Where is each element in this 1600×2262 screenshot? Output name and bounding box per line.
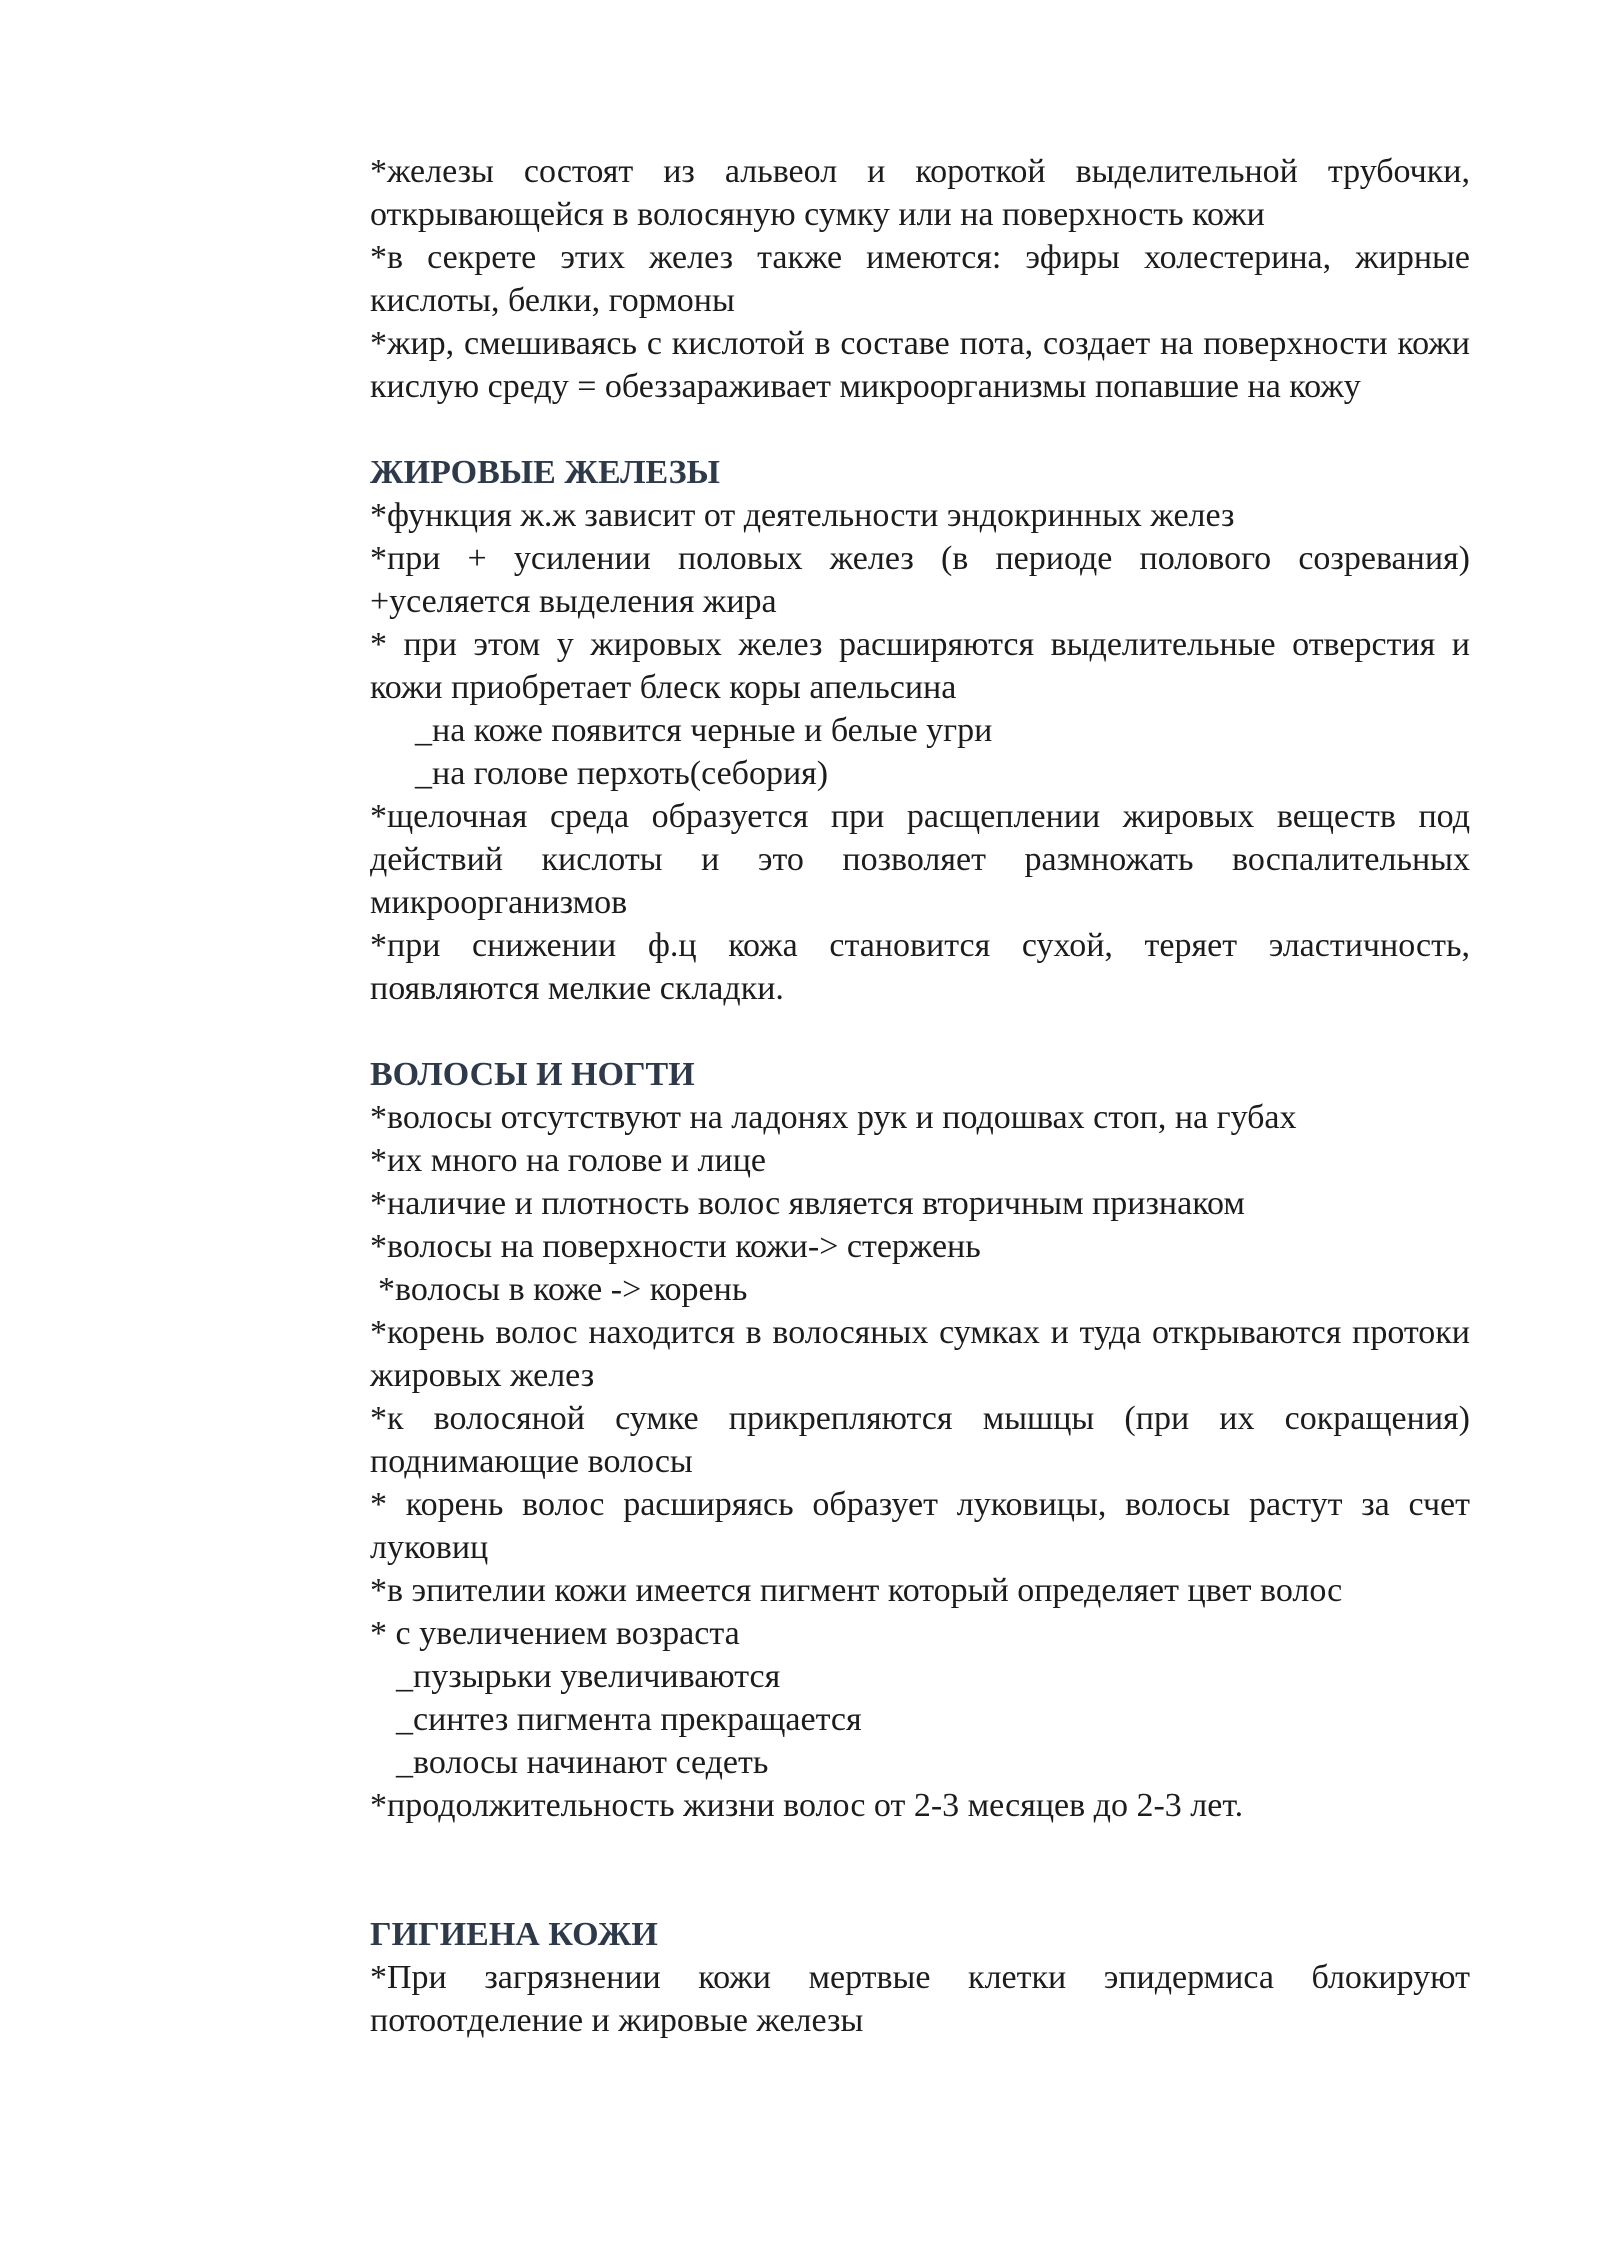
hair-line-4: *волосы на поверхности кожи-> стержень <box>370 1228 981 1265</box>
intro-line-1: *железы состоят из альвеол и короткой выделительной трубочки, открывающейся в волосяную сумку или на поверхность кожи <box>370 153 1470 233</box>
hair-line-8: * корень волос расширяясь образует луковицы, волосы растут за счет луковиц <box>370 1486 1470 1566</box>
intro-line-2: *в секрете этих желез также имеются: эфиры холестерина, жирные кислоты, белки, гормоны <box>370 239 1470 319</box>
hair-subitem-1: _пузырьки увеличиваются <box>396 1658 781 1695</box>
intro-line-3: *жир, смешиваясь с кислотой в составе пота, создает на поверхности кожи кислую среду = обеззараживает микроорганизмы попавшие на кожу <box>370 325 1470 405</box>
document-page <box>370 150 1470 2042</box>
fat-line-1: *функция ж.ж зависит от деятельности эндокринных желез <box>370 497 1235 534</box>
fat-line-3: * при этом у жировых желез расширяются выделительные отверстия и кожи приобретает блеск коры апельсина <box>370 626 1470 706</box>
hair-line-7: *к волосяной сумке прикрепляются мышцы (при их сокращения) поднимающие волосы <box>370 1400 1470 1480</box>
fat-line-4: *щелочная среда образуется при расщеплении жировых веществ под действий кислоты и это позволяет размножать воспалительных микроорганизмов <box>370 798 1470 921</box>
hair-line-5: *волосы в коже -> корень <box>378 1271 748 1308</box>
hair-subitem-3: _волосы начинают седеть <box>396 1744 769 1781</box>
section-heading-skin-hygiene: ГИГИЕНА КОЖИ <box>370 1916 658 1953</box>
hair-line-3: *наличие и плотность волос является вторичным признаком <box>370 1185 1245 1222</box>
hygiene-line-1: *При загрязнении кожи мертвые клетки эпидермиса блокируют потоотделение и жировые железы <box>370 1959 1470 2039</box>
fat-subitem-2: _на голове перхоть(себория) <box>415 755 829 792</box>
hair-line-10: * с увеличением возраста <box>370 1615 740 1652</box>
hair-line-9: *в эпителии кожи имеется пигмент который определяет цвет волос <box>370 1572 1343 1609</box>
fat-subitem-1: _на коже появится черные и белые угри <box>415 712 993 749</box>
hair-subitem-2: _синтез пигмента прекращается <box>396 1701 862 1738</box>
hair-line-11: *продолжительность жизни волос от 2-3 месяцев до 2-3 лет. <box>370 1787 1244 1824</box>
hair-line-1: *волосы отсутствуют на ладонях рук и подошвах стоп, на губах <box>370 1099 1297 1136</box>
fat-line-5: *при снижении ф.ц кожа становится сухой, теряет эластичность, появляются мелкие складки. <box>370 927 1470 1007</box>
hair-line-6: *корень волос находится в волосяных сумках и туда открываются протоки жировых желез <box>370 1314 1470 1394</box>
section-heading-hair-nails: ВОЛОСЫ И НОГТИ <box>370 1056 695 1093</box>
fat-line-2: *при + усилении половых желез (в периоде полового созревания) +уселяется выделения жира <box>370 540 1470 620</box>
section-heading-fat-glands: ЖИРОВЫЕ ЖЕЛЕЗЫ <box>370 454 720 491</box>
hair-line-2: *их много на голове и лице <box>370 1142 766 1179</box>
